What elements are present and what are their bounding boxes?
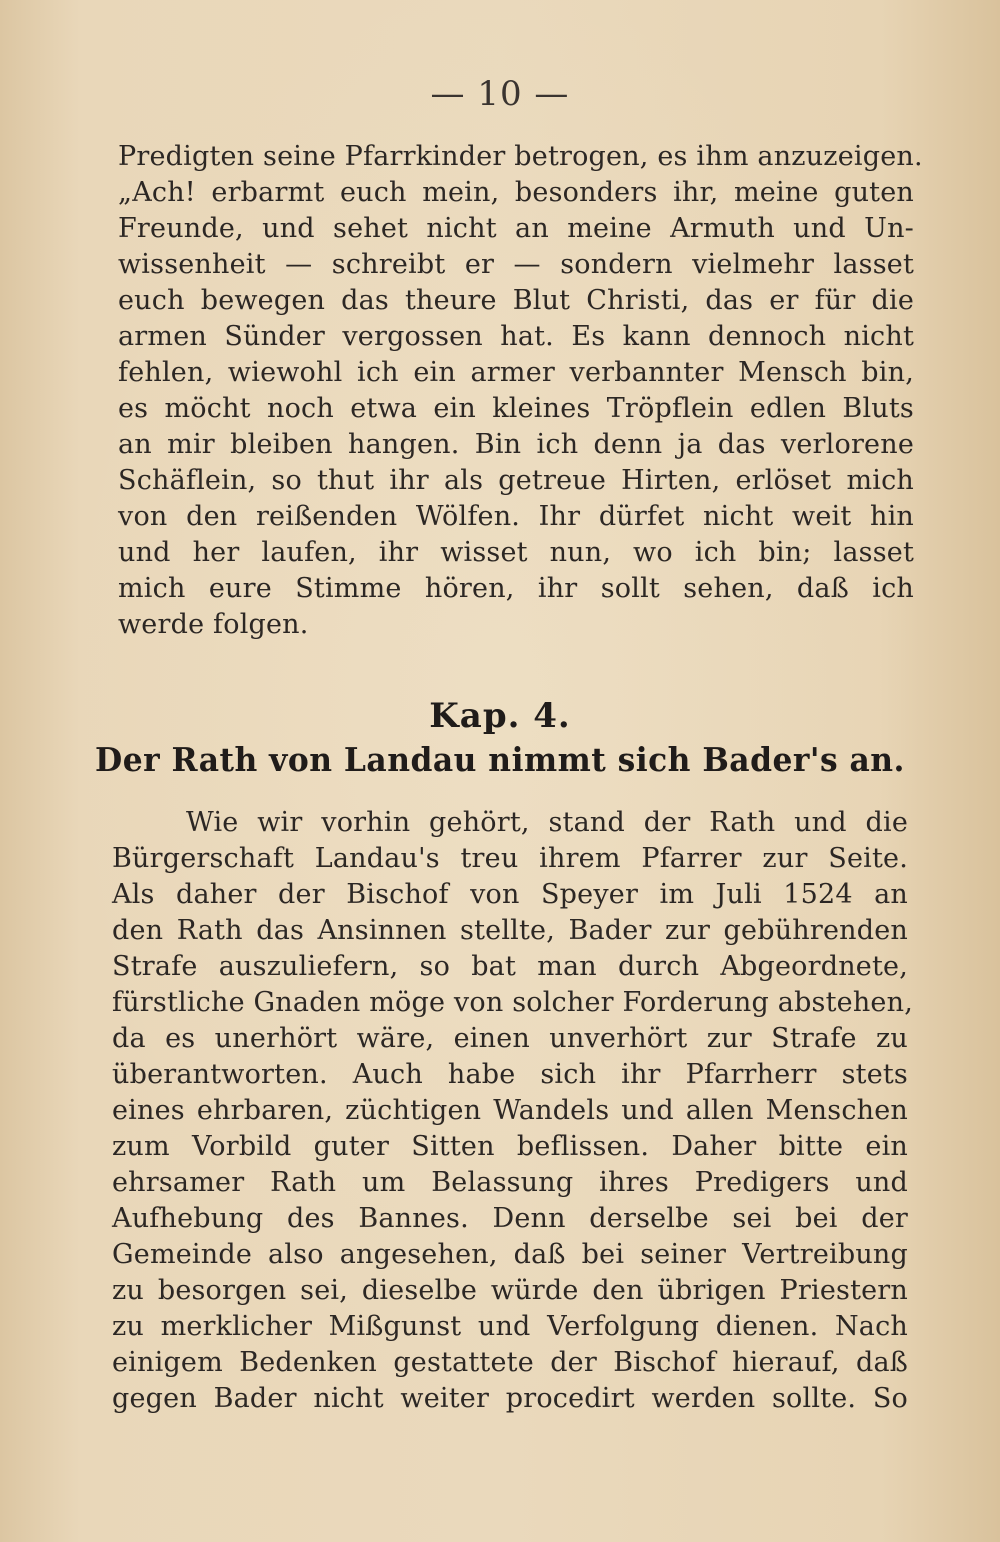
text-line: zu merklicher Mißgunst und Verfolgung dienen. Nach <box>112 1311 908 1342</box>
text-line: Wie wir vorhin gehört, stand der Rath und die <box>186 807 908 838</box>
text-line: Freunde, und sehet nicht an meine Armuth und Un- <box>118 213 914 244</box>
text-line: Schäflein, so thut ihr als getreue Hirten, erlöset mich <box>118 465 914 496</box>
text-line: Gemeinde also angesehen, daß bei seiner Vertreibung <box>112 1239 908 1270</box>
chapter-title: Der Rath von Landau nimmt sich Bader's an. <box>95 740 905 779</box>
text-line: überantworten. Auch habe sich ihr Pfarrherr stets <box>112 1059 908 1090</box>
text-line: „Ach! erbarmt euch mein, besonders ihr, meine guten <box>118 177 914 208</box>
text-line: euch bewegen das theure Blut Christi, das er für die <box>118 285 914 316</box>
text-line: eines ehrbaren, züchtigen Wandels und allen Menschen <box>112 1095 908 1126</box>
page-number: — 10 — <box>430 74 570 114</box>
text-line: zu besorgen sei, dieselbe würde den übrigen Priestern <box>112 1275 908 1306</box>
text-line: Als daher der Bischof von Speyer im Juli 1524 an <box>112 879 908 910</box>
text-line: Bürgerschaft Landau's treu ihrem Pfarrer zur Seite. <box>112 843 908 874</box>
text-line: fehlen, wiewohl ich ein armer verbannter Mensch bin, <box>118 357 914 388</box>
text-line: mich eure Stimme hören, ihr sollt sehen, daß ich <box>118 573 914 604</box>
text-line: Aufhebung des Bannes. Denn derselbe sei bei der <box>112 1203 908 1234</box>
text-line: an mir bleiben hangen. Bin ich denn ja das verlorene <box>118 429 914 460</box>
text-line: fürstliche Gnaden möge von solcher Forderung abstehen, <box>112 987 913 1018</box>
text-line: und her laufen, ihr wisset nun, wo ich bin; lasset <box>118 537 914 568</box>
chapter-number: Kap. 4. <box>429 696 571 736</box>
text-line: werde folgen. <box>118 609 309 640</box>
text-line: Predigten seine Pfarrkinder betrogen, es ihm anzuzeigen. <box>118 141 923 172</box>
text-line: es möcht noch etwa ein kleines Tröpflein edlen Bluts <box>118 393 914 424</box>
text-line: Strafe auszuliefern, so bat man durch Abgeordnete, <box>112 951 908 982</box>
text-line: wissenheit — schreibt er — sondern vielmehr lasset <box>118 249 914 280</box>
text-line: den Rath das Ansinnen stellte, Bader zur gebührenden <box>112 915 908 946</box>
text-line: armen Sünder vergossen hat. Es kann dennoch nicht <box>118 321 914 352</box>
text-line: zum Vorbild guter Sitten beflissen. Daher bitte ein <box>112 1131 908 1162</box>
text-line: da es unerhört wäre, einen unverhört zur Strafe zu <box>112 1023 908 1054</box>
text-line: einigem Bedenken gestattete der Bischof hierauf, daß <box>112 1347 908 1378</box>
text-line: ehrsamer Rath um Belassung ihres Predigers und <box>112 1167 908 1198</box>
text-line: gegen Bader nicht weiter procedirt werden sollte. So <box>112 1383 908 1414</box>
text-line: von den reißenden Wölfen. Ihr dürfet nicht weit hin <box>118 501 914 532</box>
